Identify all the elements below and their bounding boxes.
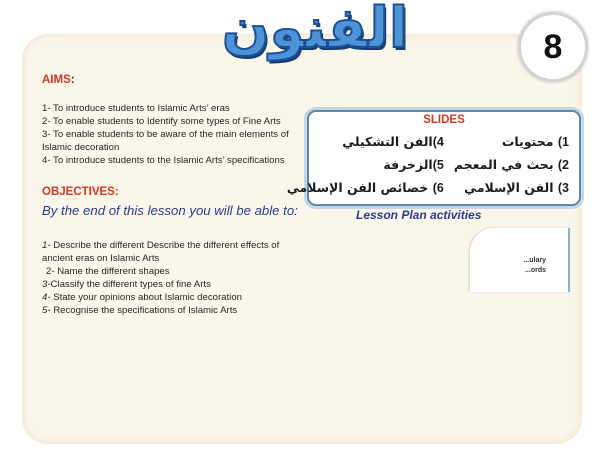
slide-number: 2): [557, 158, 569, 172]
aims-heading: [42, 72, 307, 88]
objective-number: 2-: [46, 266, 55, 277]
slide-label: الفن الإسلامي: [464, 180, 554, 195]
objective-number: 1-: [42, 240, 51, 251]
panel-text: [523, 256, 546, 276]
objective-text: Recognise the specifications of Islamic Arts: [50, 305, 238, 316]
objective-number: 5-: [42, 305, 51, 316]
slides-title: SLIDES: [423, 114, 465, 126]
objective-item: [42, 291, 307, 304]
slides-list: [286, 132, 569, 198]
aims-objectives-column: [42, 72, 307, 317]
aims-list: [42, 102, 307, 167]
lesson-plan-panel: [470, 228, 570, 292]
objective-item: [42, 304, 307, 317]
objective-text: State your opinions about Islamic decoration: [50, 292, 242, 303]
slides-box: [286, 110, 581, 206]
slide-label: محتويات: [501, 134, 554, 149]
objective-item: [42, 239, 307, 265]
slide-number: 3): [557, 181, 569, 195]
slide-item[interactable]: [454, 155, 569, 175]
slide-item[interactable]: [287, 155, 444, 175]
aims-heading-colon: :: [70, 74, 75, 86]
objectives-list: [42, 239, 307, 317]
slide-item[interactable]: [287, 178, 444, 198]
page-title: الفنون: [221, 0, 409, 61]
aims-item: 4- To introduce students to the Islamic Arts’ specifications: [42, 155, 285, 166]
slide-label: الفن التشكيلي: [342, 134, 433, 149]
panel-line: ...ords: [524, 267, 546, 274]
lesson-number-badge: 8: [518, 12, 588, 82]
slide-item[interactable]: [454, 132, 569, 152]
objective-item: [42, 278, 307, 291]
objectives-heading: OBJECTIVES:: [42, 186, 119, 198]
slide-label: بحث في المعجم: [453, 157, 554, 172]
slide-label: الزخرفة: [383, 157, 433, 172]
lesson-plan-heading: Lesson Plan activities: [356, 208, 482, 222]
aims-item: 2- To enable students to Identify some types of Fine Arts: [42, 116, 281, 127]
objectives-intro: By the end of this lesson you will be able to:: [42, 203, 298, 218]
slide-number: 5): [432, 158, 444, 172]
aims-item: 1- To introduce students to Islamic Arts’ eras: [42, 103, 230, 114]
slide-label: خصائص الفن الإسلامي: [286, 180, 429, 195]
slide-number: 6): [432, 181, 444, 195]
objective-text: Classify the different types of fine Arts: [50, 279, 211, 290]
aims-heading-text: AIMS: [42, 74, 71, 86]
slide-item[interactable]: [287, 132, 444, 152]
objective-text: Describe the different Describe the different effects of ancient eras on Islamic Arts: [42, 240, 280, 264]
panel-line: ...ulary: [523, 257, 546, 264]
slide-number: 1): [557, 135, 569, 149]
objective-number: 3-: [42, 279, 51, 290]
objective-number: 4-: [42, 292, 51, 303]
slide-item[interactable]: [454, 178, 569, 198]
objective-item: [42, 265, 307, 278]
slide-number: 4): [432, 135, 444, 149]
aims-item: 3- To enable students to be aware of the main elements of Islamic decoration: [42, 129, 289, 153]
objective-text: Name the different shapes: [54, 266, 170, 277]
